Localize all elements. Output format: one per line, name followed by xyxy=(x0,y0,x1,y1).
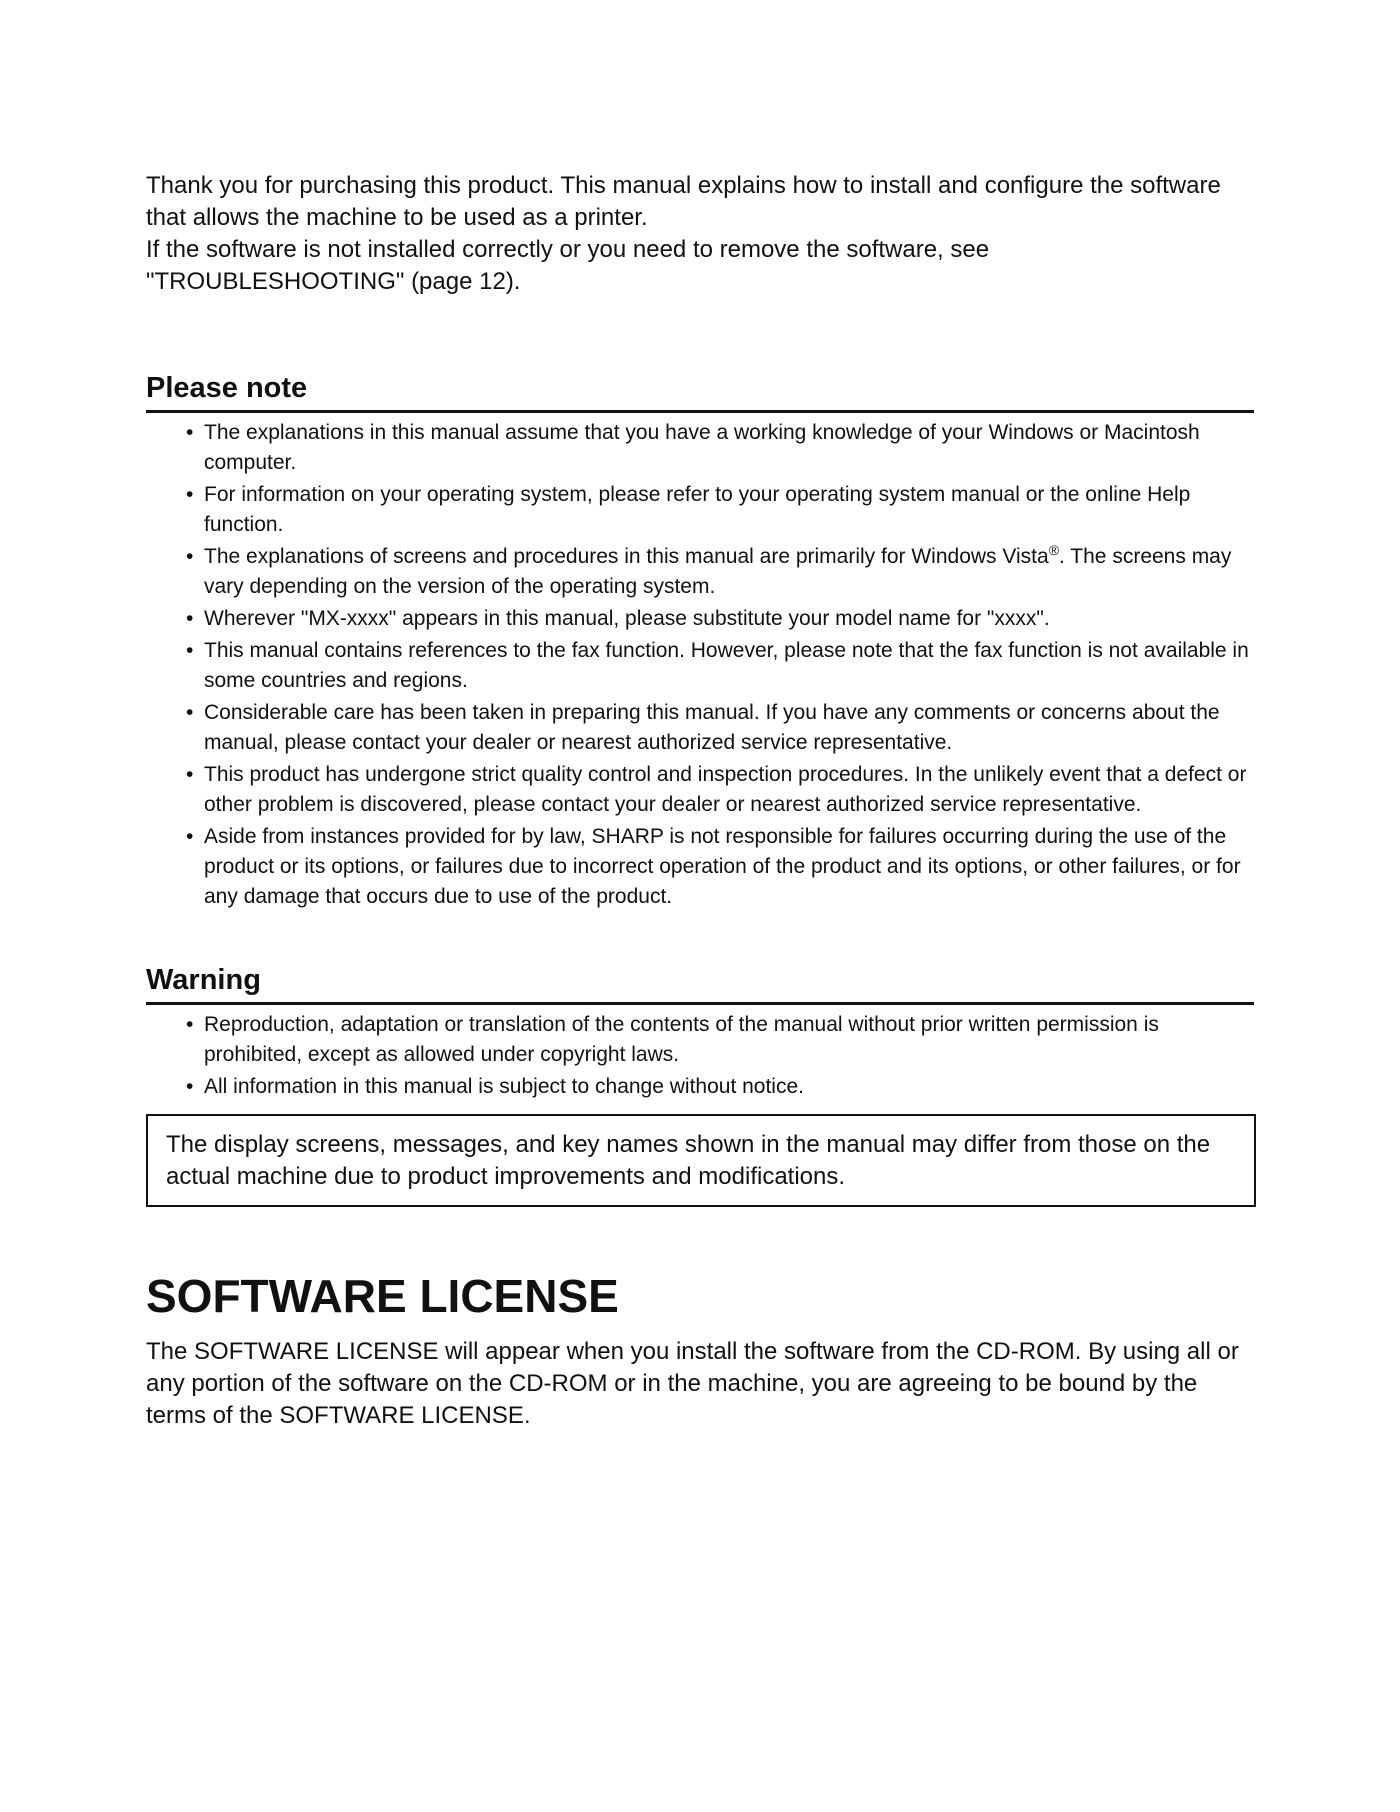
software-license-body: The SOFTWARE LICENSE will appear when you install the software from the CD-ROM. By using all or any portion of the software on the CD-ROM or in the machine, you are agreeing to be bound by the terms of the SOFTWARE LICENSE. xyxy=(146,1338,1239,1429)
bullet-icon: • xyxy=(186,763,194,786)
bullet-icon: • xyxy=(186,639,194,662)
warning-list xyxy=(146,1010,1254,1104)
intro-paragraph: Thank you for purchasing this product. This manual explains how to install and configure the software that allows the machine to be used as a printer. xyxy=(146,172,1221,231)
list-item-text-part: The explanations of screens and procedures in this manual are primarily for Windows Vista xyxy=(204,545,1049,568)
list-item-text: Aside from instances provided for by law, SHARP is not responsible for failures occurring during the use of the product or its options, or failures due to incorrect operation of the product and its options, or other failures, or for any damage that occurs due to use of the product. xyxy=(204,825,1241,908)
bullet-icon: • xyxy=(186,545,194,568)
list-item xyxy=(146,1010,1254,1070)
notice-box: The display screens, messages, and key names shown in the manual may differ from those on the actual machine due to product improvements and modifications. xyxy=(146,1114,1256,1207)
list-item-text: Reproduction, adaptation or translation of the contents of the manual without prior written permission is prohibited, except as allowed under copyright laws. xyxy=(204,1013,1159,1066)
list-item-text: The explanations in this manual assume that you have a working knowledge of your Windows or Macintosh computer. xyxy=(204,421,1200,474)
list-item-text: For information on your operating system, please refer to your operating system manual or the online Help function. xyxy=(204,483,1191,536)
list-item-text: All information in this manual is subject to change without notice. xyxy=(204,1075,804,1098)
bullet-icon: • xyxy=(186,421,194,444)
list-item-text xyxy=(204,542,1232,598)
bullet-icon: • xyxy=(186,1013,194,1036)
list-item-text-part: . The screens may vary depending on the version of the operating system. xyxy=(204,545,1232,598)
software-license-title: SOFTWARE LICENSE xyxy=(146,1270,619,1322)
list-item-text: Wherever "MX-xxxx" appears in this manual, please substitute your model name for "xxxx". xyxy=(204,607,1050,630)
bullet-icon: • xyxy=(186,825,194,848)
list-item-text: This product has undergone strict quality control and inspection procedures. In the unlikely event that a defect or other problem is discovered, please contact your dealer or nearest authorized service representative. xyxy=(204,763,1247,816)
intro-section xyxy=(146,170,1254,298)
list-item xyxy=(146,542,1254,602)
list-item xyxy=(146,1072,1254,1102)
list-item xyxy=(146,480,1254,540)
list-item xyxy=(146,604,1254,634)
list-item xyxy=(146,760,1254,820)
list-item xyxy=(146,698,1254,758)
list-item xyxy=(146,636,1254,696)
warning-heading: Warning xyxy=(146,962,1254,1005)
bullet-icon: • xyxy=(186,701,194,724)
list-item xyxy=(146,822,1254,912)
list-item-text: This manual contains references to the fax function. However, please note that the fax function is not available in some countries and regions. xyxy=(204,639,1249,692)
list-item xyxy=(146,418,1254,478)
please-note-list xyxy=(146,418,1254,914)
please-note-heading: Please note xyxy=(146,370,1254,413)
bullet-icon: • xyxy=(186,607,194,630)
bullet-icon: • xyxy=(186,483,194,506)
bullet-icon: • xyxy=(186,1075,194,1098)
intro-paragraph: If the software is not installed correctly or you need to remove the software, see "TROUBLESHOOTING" (page 12). xyxy=(146,236,990,295)
registered-mark: ® xyxy=(1048,542,1060,558)
list-item-text: Considerable care has been taken in preparing this manual. If you have any comments or concerns about the manual, please contact your dealer or nearest authorized service representative. xyxy=(204,701,1220,754)
